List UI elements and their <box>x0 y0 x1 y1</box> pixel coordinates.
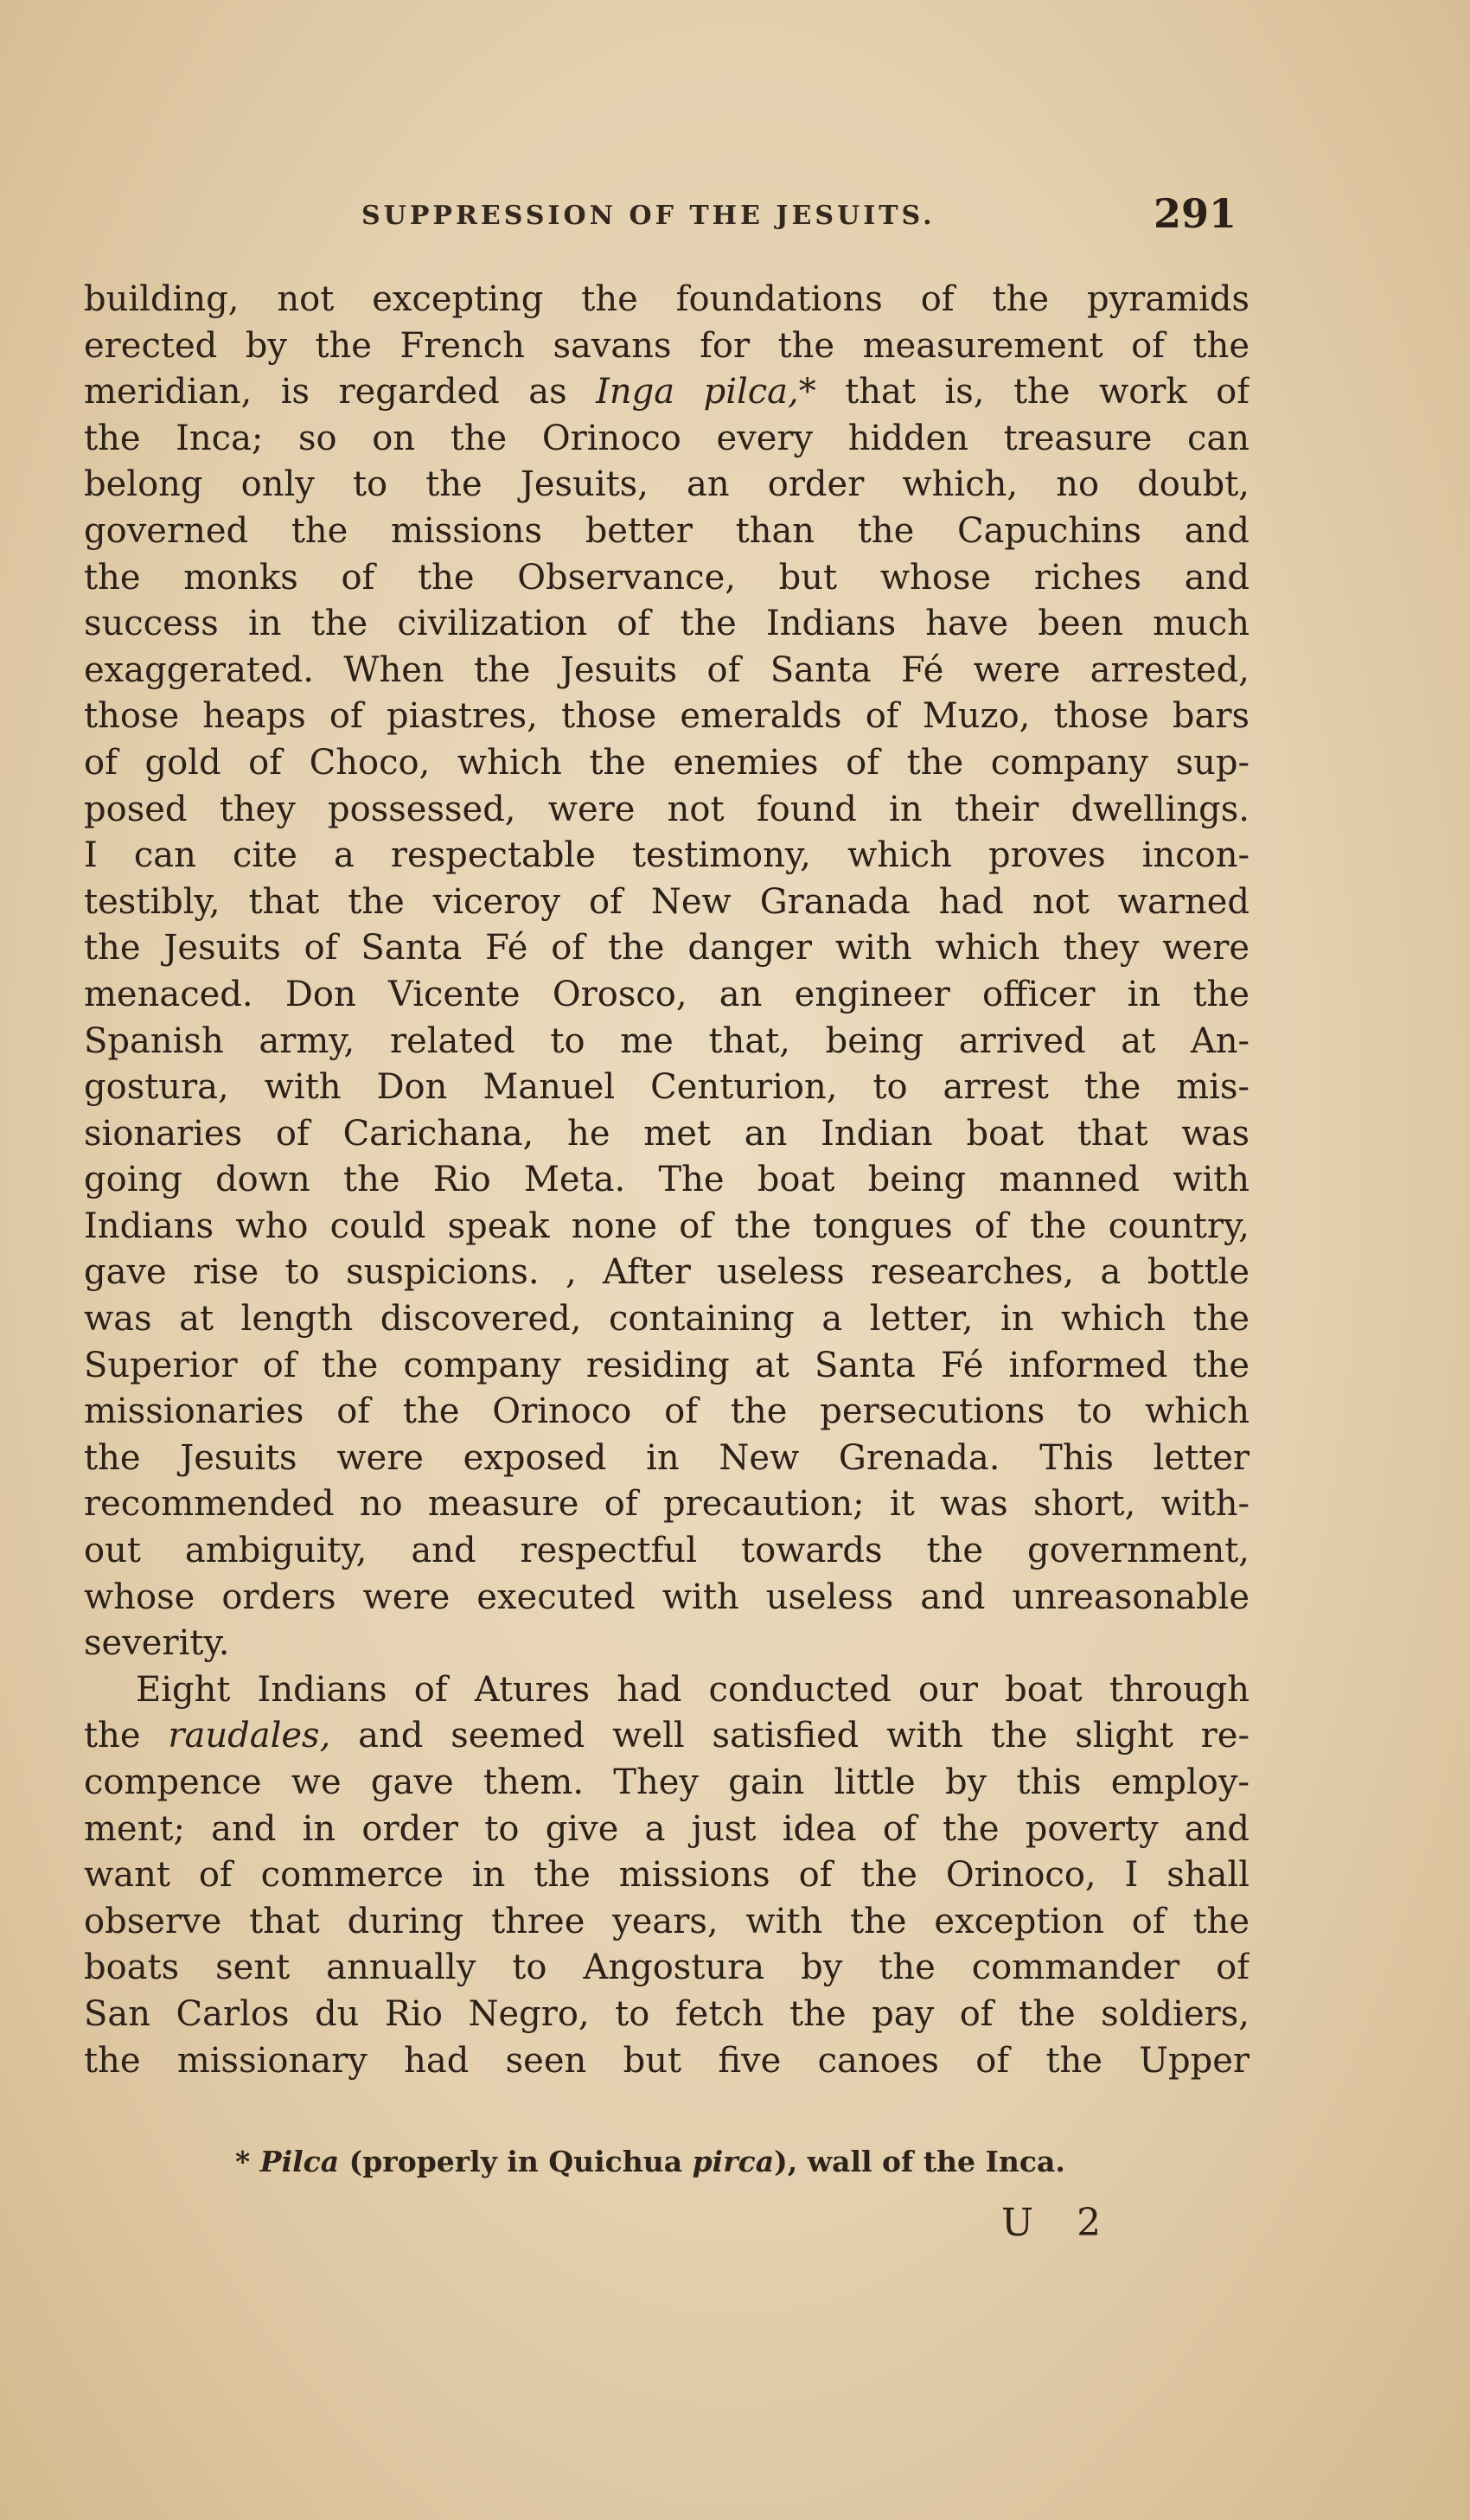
footnote-term: Pilca <box>259 2145 340 2178</box>
text-line: the raudales, and seemed well satisfied with the slight re- <box>84 1716 1250 1756</box>
text-line: Indians who could speak none of the tongues of the country, <box>84 1206 1250 1246</box>
text-line: erected by the French savans for the measurement of the <box>84 325 1250 366</box>
text-line: building, not excepting the foundations of the pyramids <box>84 279 1250 319</box>
footnote: * Pilca (properly in Quichua pirca), wall of the Inca. <box>235 2145 1065 2178</box>
text-line: the Jesuits of Santa Fé of the danger with which they were <box>84 928 1250 969</box>
text-line: severity. <box>84 1623 230 1664</box>
text-line: boats sent annually to Angostura by the commander of <box>84 1948 1250 1988</box>
page-header <box>173 190 1237 251</box>
text-line: going down the Rio Meta. The boat being manned with <box>84 1160 1250 1200</box>
text-line: of gold of Choco, which the enemies of the company sup- <box>84 742 1250 783</box>
text-line: governed the missions better than the Capuchins and <box>84 510 1250 551</box>
text-line: Spanish army, related to me that, being arrived at An- <box>84 1020 1250 1061</box>
text-line: San Carlos du Rio Negro, to fetch the pay of the soldiers, <box>84 1993 1250 2034</box>
text-line: gave rise to suspicions. , After useless researches, a bottle <box>84 1252 1250 1293</box>
text-line: want of commerce in the missions of the Orinoco, I shall <box>84 1855 1250 1896</box>
text-line: observe that during three years, with the exception of the <box>84 1901 1250 1941</box>
text-line: the Jesuits were exposed in New Grenada. This letter <box>84 1437 1250 1478</box>
text-line: recommended no measure of precaution; it was short, with- <box>84 1484 1250 1525</box>
text-line: those heaps of piastres, those emeralds of Muzo, those bars <box>84 696 1250 737</box>
text-line: I can cite a respectable testimony, which proves incon- <box>84 835 1250 876</box>
text-line: gostura, with Don Manuel Centurion, to arrest the mis- <box>84 1067 1250 1108</box>
text-line: the missionary had seen but five canoes of the Upper <box>84 2040 1250 2081</box>
text-line: the Inca; so on the Orinoco every hidden treasure can <box>84 418 1250 458</box>
italic-term: Inga pilca, <box>596 372 799 413</box>
text-line: meridian, is regarded as Inga pilca,* that is, the work of <box>84 372 1250 413</box>
footnote-term: pirca <box>692 2145 775 2178</box>
body-text <box>84 277 1250 2084</box>
text-line: missionaries of the Orinoco of the persecutions to which <box>84 1391 1250 1432</box>
text-line: menaced. Don Vicente Orosco, an engineer officer in the <box>84 974 1250 1014</box>
text-line: ment; and in order to give a just idea of the poverty and <box>84 1808 1250 1849</box>
signature-mark: U 2 <box>1001 2201 1117 2245</box>
text-line: Superior of the company residing at Santa Fé informed the <box>84 1345 1250 1385</box>
text-line: was at length discovered, containing a letter, in which the <box>84 1299 1250 1340</box>
text-line: testibly, that the viceroy of New Granada had not warned <box>84 881 1250 922</box>
text-line: posed they possessed, were not found in their dwellings. <box>84 789 1250 829</box>
text-line: exaggerated. When the Jesuits of Santa Fé were arrested, <box>84 649 1250 690</box>
italic-term: raudales, <box>168 1716 331 1756</box>
text-line: out ambiguity, and respectful towards the government, <box>84 1531 1250 1571</box>
text-line: belong only to the Jesuits, an order which, no doubt, <box>84 464 1250 505</box>
running-head: SUPPRESSION OF THE JESUITS. <box>361 201 936 231</box>
text-line: whose orders were executed with useless and unreasonable <box>84 1577 1250 1617</box>
text-line: success in the civilization of the Indians have been much <box>84 604 1250 644</box>
text-line: compence we gave them. They gain little by this employ- <box>84 1762 1250 1802</box>
page-number: 291 <box>1153 190 1237 237</box>
text-line: the monks of the Observance, but whose riches and <box>84 557 1250 598</box>
text-line: Eight Indians of Atures had conducted our boat through <box>136 1669 1250 1710</box>
text-line: sionaries of Carichana, he met an Indian boat that was <box>84 1113 1250 1154</box>
